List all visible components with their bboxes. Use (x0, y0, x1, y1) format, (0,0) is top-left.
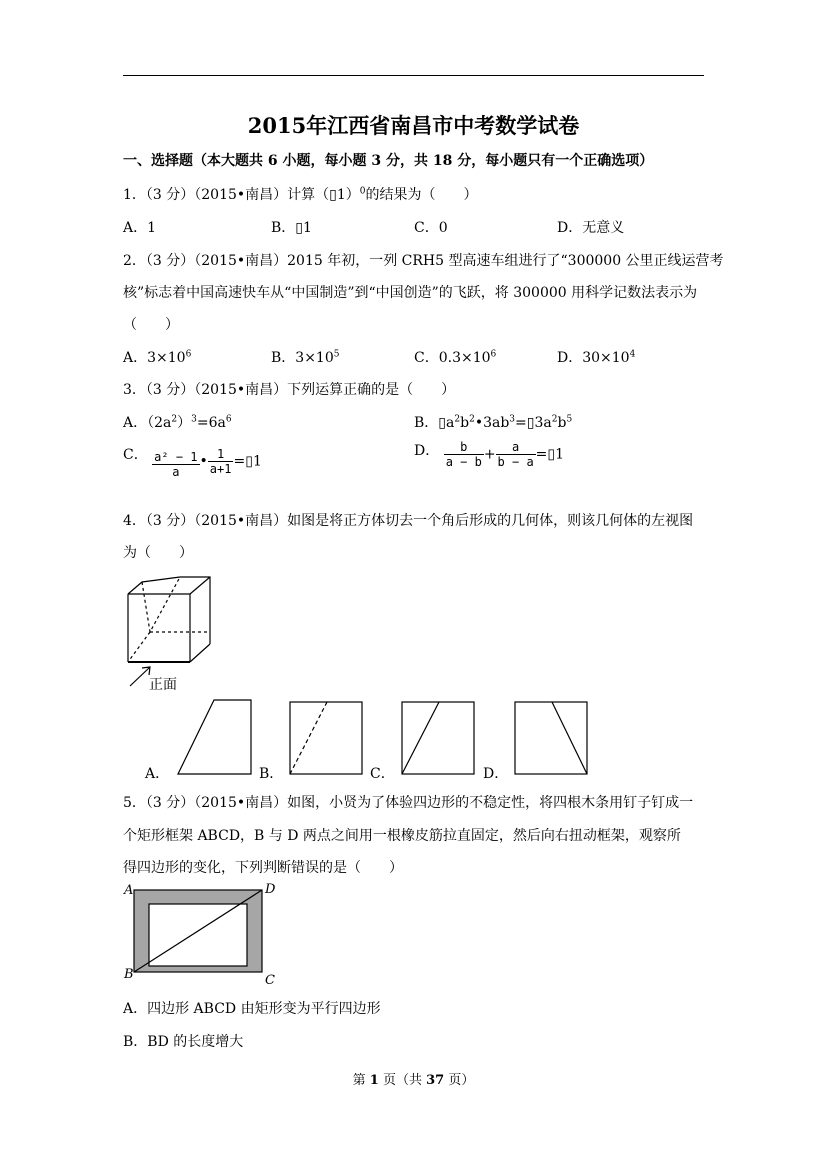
q2-option-c: C．$0.3\times 10^6$ (414, 349, 497, 366)
q5-stem-line3: 得四边形的变化，下列判断错误的是（ ） (123, 860, 403, 876)
q4-option-c-label: C． (370, 766, 395, 782)
page-title: 2015年江西省南昌市中考数学试卷 (247, 113, 580, 138)
missing-glyph-icon: ▯ (438, 415, 447, 431)
q5-stem-line1: 5．（3 分）（2015•南昌）如图，小贤为了体验四边形的不稳定性，将四根木条用钉子钉成一 (123, 795, 694, 811)
missing-glyph-icon: ▯ (295, 220, 304, 236)
fraction: $\frac{\text{a² − 1}}{a}$ (154, 450, 198, 479)
missing-glyph-icon: ▯ (526, 415, 535, 431)
front-label: 正面 (149, 677, 177, 693)
q1-option-d: D．无意义 (557, 220, 625, 236)
q3-stem: 3．（3 分）（2015•南昌）下列运算正确的是（ ） (123, 382, 456, 398)
missing-glyph-icon: ▯ (245, 453, 253, 470)
vertex-b-label: B (124, 967, 134, 982)
q4-option-a-figure (176, 698, 254, 776)
vertex-d-label: D (265, 882, 276, 897)
q2-stem-line3: （ ） (123, 317, 179, 333)
q4-stem-line1: 4．（3 分）（2015•南昌）如图是将正方体切去一个角后形成的几何体，则该几何体的左视图 (123, 513, 694, 529)
q1-option-c: C．0 (414, 220, 448, 236)
q4-stem-line2: 为（ ） (123, 545, 193, 561)
fraction: $\frac{b}{a - b}$ (445, 440, 482, 469)
q5-option-b: B．BD 的长度增大 (123, 1034, 244, 1050)
q2-option-a: A．$3\times 10^6$ (123, 349, 192, 366)
q3-option-d: D． $\frac{b}{a - b}$ + $\frac{a}{b - a}$ =▯1 (414, 440, 565, 469)
q4-option-d-figure (514, 701, 589, 776)
header-rule (123, 75, 704, 76)
rectangle-frame-figure (120, 880, 280, 990)
q5-option-a: A．四边形 ABCD 由矩形变为平行四边形 (123, 1001, 381, 1017)
q1-option-a: A．1 (123, 220, 157, 236)
vertex-a-label: A (124, 883, 134, 898)
q2-option-b: B．$3\times 10^5$ (271, 349, 340, 366)
q4-option-b-figure (289, 701, 364, 776)
q4-option-b-label: B． (259, 766, 284, 782)
section-heading: 一、选择题（本大题共 6 小题，每小题 3 分，共 18 分，每小题只有一个正确选项） (123, 153, 654, 169)
q2-stem-line2: 核”标志着中国高速快车从“中国制造”到“中国创造”的飞跃，将 300000 用科学记数法表示为 (123, 285, 698, 301)
q1-stem: 1．（3 分）（2015•南昌）计算（▯1）$^0$的结果为（ ） (123, 186, 478, 203)
q2-option-d: D．$30\times 10^4$ (557, 349, 636, 366)
q5-stem-line2: 个矩形框架 ABCD，B 与 D 两点之间用一根橡皮筋拉直固定，然后向右扭动框架，观察所 (123, 828, 681, 844)
missing-glyph-icon: ▯ (547, 446, 556, 463)
q2-stem-line1: 2．（3 分）（2015•南昌）2015 年初，一列 CRH5 型高速车组进行了“300000 公里正线运营考 (123, 253, 724, 269)
q1-option-b: B．▯1 (271, 220, 312, 236)
q4-option-a-label: A． (145, 766, 170, 782)
missing-glyph-icon: ▯ (329, 187, 337, 203)
q3-option-b: B．$▯a^2b^2•3ab^3=▯3a^2b^5$ (414, 414, 573, 431)
fraction: $\frac{a}{b - a}$ (497, 440, 534, 469)
q4-option-c-figure (401, 701, 476, 776)
q3-option-a: A．$(2a^2)^3=6a^6$ (123, 414, 232, 431)
page-footer: 第 1 页（共 37 页） (352, 1073, 475, 1088)
cube-figure (120, 572, 230, 672)
q3-option-c: C． $\frac{\text{a² − 1}}{a}$ • $\frac{1}{a+1}$ =▯1 (123, 447, 262, 479)
q4-option-d-label: D． (483, 766, 509, 782)
vertex-c-label: C (265, 973, 275, 988)
fraction: $\frac{1}{a+1}$ (209, 447, 232, 476)
